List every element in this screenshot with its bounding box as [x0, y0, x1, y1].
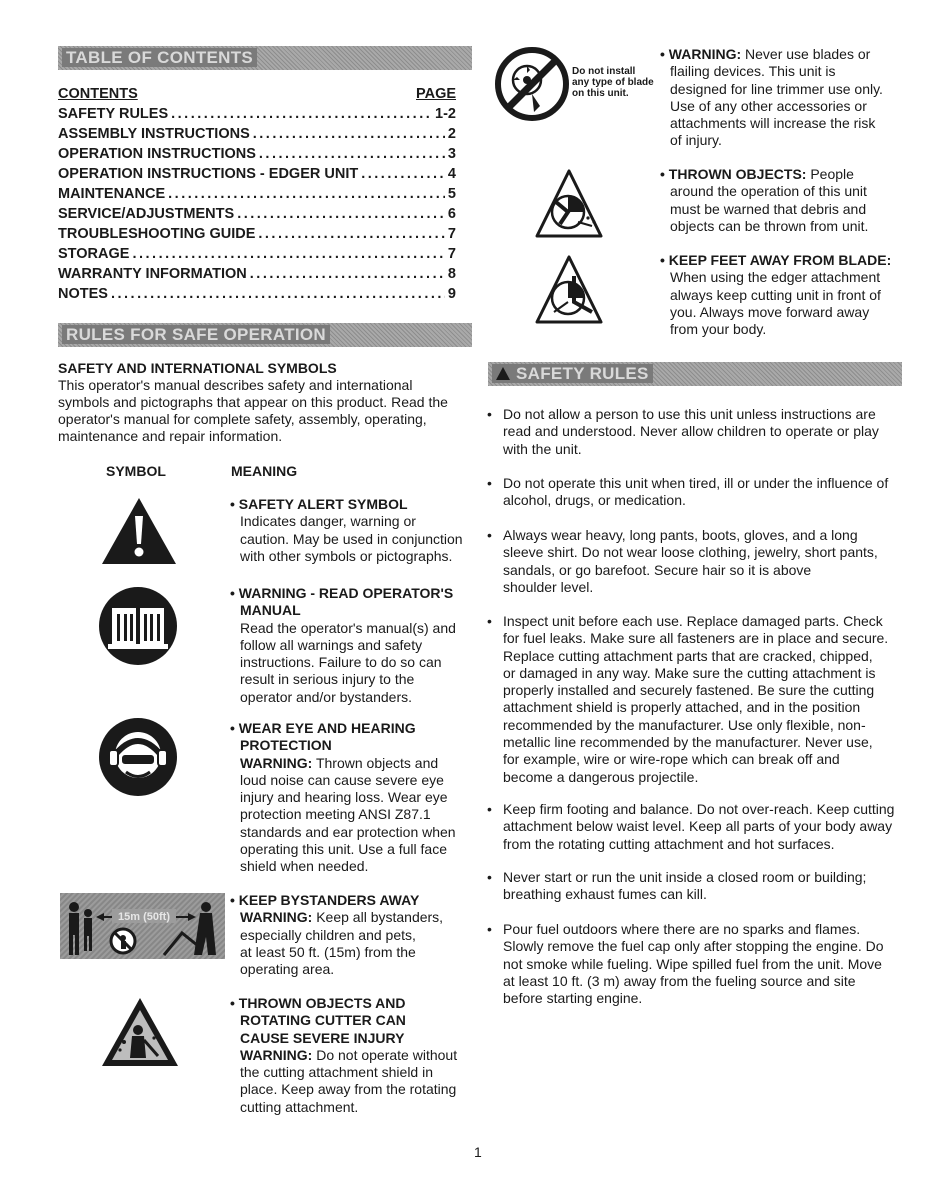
alert-triangle-icon [496, 367, 510, 380]
symbol-description-text: operator and/or bystanders. [240, 688, 412, 705]
symbol-description-line [230, 824, 475, 841]
symbol-description-text: protection meeting ANSI Z87.1 [240, 806, 431, 823]
toc-leader-dots [259, 144, 445, 164]
intro-line: This operator's manual describes safety and international [58, 377, 413, 393]
symbol-description-text: loud noise can cause severe eye [240, 771, 444, 788]
symbol-meaning [230, 585, 475, 706]
symbol-title: • THROWN OBJECTS AND [230, 995, 406, 1011]
safety-rule-text [503, 869, 907, 904]
safety-rule-line: Never start or run the unit inside a closed room or building; [503, 869, 867, 885]
symbol-description-text: Thrown objects and [312, 754, 439, 771]
symbol-description-text: operating area. [240, 961, 335, 978]
symbol-description-text: from your body. [670, 321, 767, 338]
symbol-description-text: place. Keep away from the rotating [240, 1081, 457, 1098]
symbol-description-line [660, 63, 910, 80]
symbol-description-line [660, 166, 910, 183]
safety-rule-item [487, 869, 907, 904]
caption-line: Do not install [572, 66, 636, 77]
toc-contents-header: CONTENTS [58, 86, 138, 102]
symbol-description-line [230, 772, 475, 789]
safety-rule-text [503, 527, 907, 596]
symbol-description-line [660, 46, 910, 63]
symbol-description-text: flailing devices. This unit is [670, 63, 836, 80]
safety-rule-item [487, 475, 907, 510]
toc-page-header: PAGE [416, 86, 457, 102]
toc-entry [58, 124, 456, 144]
symbol-description-line [230, 513, 475, 530]
symbol-meaning [230, 892, 475, 978]
symbol-description-text: cutting attachment. [240, 1098, 359, 1115]
symbol-description-line [230, 1081, 475, 1098]
symbol-description-line [230, 671, 475, 688]
symbol-description-text: of injury. [670, 132, 722, 149]
symbol-description-text: always keep cutting unit in front of [670, 286, 881, 303]
safety-rule-line: metallic line recommended by the manufacturer. Never use, [503, 734, 873, 751]
eye-hearing-protection-icon [98, 717, 178, 797]
symbol-title: • WEAR EYE AND HEARING [230, 720, 416, 736]
symbol-description-line [230, 620, 475, 637]
symbol-description-text: at least 50 ft. (15m) from the [240, 943, 416, 960]
symbol-description-line [230, 637, 475, 654]
toc-entry-title: SAFETY RULES [58, 106, 169, 122]
toc-entry-page: 2 [447, 126, 456, 142]
safety-rule-line: attachment shield is properly attached, and in the position [503, 699, 861, 716]
symbol-description-line [660, 201, 910, 218]
toc-entry [58, 104, 456, 124]
symbol-meaning [230, 995, 475, 1116]
symbol-description-line [660, 218, 910, 235]
right-symbol-meaning [660, 252, 910, 338]
symbol-description-line [230, 1064, 475, 1081]
symbol-title: CAUSE SEVERE INJURY [240, 1029, 405, 1046]
symbol-description-line [660, 132, 910, 149]
symbol-description-text: with other symbols or pictographs. [240, 547, 453, 564]
safety-rules-banner [488, 362, 902, 386]
symbol-description-text: Keep all bystanders, [312, 909, 444, 926]
bullet-icon: • [487, 921, 492, 937]
safety-rule-text [503, 801, 907, 853]
safety-rule-text [503, 475, 907, 510]
symbol-description-text: around the operation of this unit [670, 183, 867, 200]
symbol-description-text: must be warned that debris and [670, 200, 867, 217]
rules-banner-text: RULES FOR SAFE OPERATION [62, 325, 330, 344]
symbol-description-line [660, 81, 910, 98]
symbol-description-text: Do not operate without [312, 1046, 458, 1063]
symbol-description-line [230, 1047, 475, 1064]
toc-leader-dots [253, 124, 445, 144]
symbol-description-line [230, 548, 475, 565]
toc-entry-title: OPERATION INSTRUCTIONS [58, 146, 256, 162]
toc-entry-page: 9 [447, 286, 456, 302]
keep-feet-away-icon [534, 254, 604, 326]
safety-rule-line: Do not operate this unit when tired, ill or under the influence of [503, 475, 889, 491]
symbol-description-text: objects can be thrown from unit. [670, 217, 869, 234]
safety-rule-line: read and understood. Never allow children to operate or play [503, 423, 879, 440]
symbol-title: • SAFETY ALERT SYMBOL [230, 496, 408, 512]
symbol-description-text: caution. May be used in conjunction [240, 530, 463, 547]
symbol-description-text: injury and hearing loss. Wear eye [240, 789, 448, 806]
toc-entry [58, 244, 456, 264]
symbol-description-text: standards and ear protection when [240, 823, 456, 840]
toc-entry-title: ASSEMBLY INSTRUCTIONS [58, 126, 250, 142]
toc-entry-page: 5 [447, 186, 456, 202]
safety-rule-item [487, 406, 907, 458]
symbol-description-line [660, 252, 910, 269]
toc-entry-title: NOTES [58, 286, 108, 302]
symbol-meaning [230, 496, 475, 565]
toc-banner [58, 46, 472, 70]
symbol-description-line [230, 755, 475, 772]
toc-leader-dots [111, 284, 445, 304]
toc-entry [58, 224, 456, 244]
safety-rule-item [487, 527, 907, 596]
safety-rules-banner-text [492, 364, 653, 383]
symbol-description-text: you. Always move forward away [670, 303, 870, 320]
toc-entry [58, 204, 456, 224]
symbol-description-text: Read the operator's manual(s) and [240, 619, 456, 636]
symbol-description-text: follow all warnings and safety [240, 636, 423, 653]
safety-rule-line: attachment below waist level. Keep all parts of your body away [503, 818, 893, 835]
symbol-title: PROTECTION [240, 737, 332, 754]
toc-entry-title: TROUBLESHOOTING GUIDE [58, 226, 256, 242]
bullet-icon: • [487, 475, 492, 491]
rules-banner [58, 323, 472, 347]
symbol-description-line [230, 806, 475, 823]
safety-rule-line: at least 10 ft. (3 m) away from the fueling source and site [503, 972, 856, 989]
intro-line: maintenance and repair information. [58, 428, 283, 444]
safety-rule-text [503, 406, 907, 458]
safety-rule-line: properly installed and securely fastened. Be sure the cutting [503, 682, 875, 699]
safety-rule-line: breathing exhaust fumes can kill. [503, 886, 707, 903]
symbol-description-text: the cutting attachment shield in [240, 1064, 434, 1081]
safety-rule-line: Always wear heavy, long pants, boots, gloves, and a long [503, 527, 858, 543]
keep-bystanders-away-icon [60, 893, 225, 959]
symbol-description-text: shield when needed. [240, 858, 369, 875]
intro-line: symbols and pictographs that appear on this product. Read the [58, 394, 448, 410]
page-number: 1 [474, 1144, 482, 1160]
safety-rule-line: from the rotating cutting attachment and hot surfaces. [503, 835, 835, 852]
safety-rule-line: for fuel leaks. Make sure all fasteners are in place and secure. [503, 630, 889, 647]
right-symbol-meaning [660, 46, 910, 150]
toc-entry-page: 7 [447, 246, 456, 262]
meaning-column-header: MEANING [231, 463, 298, 479]
symbol-description-text: attachments will increase the risk [670, 115, 876, 132]
symbol-description-line [660, 183, 910, 200]
symbol-description-line [230, 927, 475, 944]
symbol-description-line [230, 531, 475, 548]
right-symbol-meaning [660, 166, 910, 235]
symbol-column-header: SYMBOL [106, 463, 166, 479]
safety-rule-line: Keep firm footing and balance. Do not over-reach. Keep cutting [503, 801, 895, 817]
symbol-description-text: Use of any other accessories or [670, 97, 867, 114]
symbol-description-line [230, 689, 475, 706]
safety-rule-line: become a dangerous projectile. [503, 768, 699, 785]
caption-line: on this unit. [572, 88, 629, 99]
warning-label: • WARNING: [660, 46, 742, 62]
thrown-objects-icon [534, 168, 604, 240]
toc-entry-page: 7 [447, 226, 456, 242]
bullet-icon: • [487, 613, 492, 629]
toc-leader-dots [237, 204, 445, 224]
toc-leader-dots [361, 164, 445, 184]
toc-leader-dots [132, 244, 444, 264]
safety-rule-line: Slowly remove the fuel cap only after stopping the engine. Do [503, 938, 884, 955]
bullet-icon: • [487, 869, 492, 885]
bullet-icon: • [487, 406, 492, 422]
no-blade-icon [494, 46, 570, 122]
toc-leader-dots [168, 184, 445, 204]
safety-rule-line: before starting engine. [503, 990, 643, 1007]
toc-entry-page: 4 [447, 166, 456, 182]
warning-label: WARNING: [240, 754, 313, 771]
symbol-description-line [230, 1099, 475, 1116]
symbol-description-line [230, 654, 475, 671]
symbol-description-line [660, 98, 910, 115]
symbol-description-line [660, 269, 910, 286]
safety-rule-line: Pour fuel outdoors where there are no sparks and flames. [503, 921, 861, 937]
safety-rule-line: for example, wire or wire-rope which can break off and [503, 751, 840, 768]
toc-entry [58, 284, 456, 304]
toc-entry-title: WARRANTY INFORMATION [58, 266, 247, 282]
toc-entry-title: OPERATION INSTRUCTIONS - EDGER UNIT [58, 166, 359, 182]
safety-rule-line: with the unit. [503, 440, 582, 457]
symbol-description-text: People [806, 166, 854, 182]
symbol-description-line [230, 858, 475, 875]
symbol-description-text: especially children and pets, [240, 926, 416, 943]
symbol-description-text: instructions. Failure to do so can [240, 654, 442, 671]
symbol-description-line [230, 909, 475, 926]
toc-entry-page: 3 [447, 146, 456, 162]
safety-rule-line: not smoke while fueling. Wipe spilled fuel from the unit. Move [503, 955, 882, 972]
safety-alert-icon [100, 496, 178, 566]
symbol-description-text: result in serious injury to the [240, 671, 415, 688]
toc-entry-page: 1-2 [435, 106, 456, 122]
safety-rule-line: Inspect unit before each use. Replace damaged parts. Check [503, 613, 883, 629]
symbol-title: • WARNING - READ OPERATOR'S [230, 585, 454, 601]
safety-rule-text [503, 921, 907, 1007]
bystander-distance-label: 15m (50ft) [118, 911, 170, 923]
safety-rule-item [487, 613, 907, 786]
symbol-description-text: designed for line trimmer use only. [670, 80, 883, 97]
symbol-description-text: Never use blades or [741, 46, 871, 62]
no-blade-caption [572, 66, 654, 99]
safety-rule-line: sleeve shirt. Do not wear loose clothing, jewelry, short pants, [503, 544, 878, 561]
symbol-description-text: Indicates danger, warning or [240, 513, 416, 530]
safety-rules-title: SAFETY RULES [516, 364, 649, 383]
symbol-description-text: When using the edger attachment [670, 269, 881, 286]
bullet-icon: • [487, 801, 492, 817]
safety-rule-line: recommended by the manufacturer. Use only flexible, non- [503, 716, 866, 733]
symbol-description-text: operating this unit. Use a full face [240, 841, 448, 858]
toc-entry [58, 184, 456, 204]
warning-label: WARNING: [240, 909, 313, 926]
symbol-description-line [660, 304, 910, 321]
symbols-heading: SAFETY AND INTERNATIONAL SYMBOLS [58, 360, 337, 376]
safety-rule-text [503, 613, 907, 786]
safety-rule-line: alcohol, drugs, or medication. [503, 492, 686, 509]
toc-entry-title: SERVICE/ADJUSTMENTS [58, 206, 235, 222]
warning-label: • THROWN OBJECTS: [660, 166, 807, 182]
toc-entry-title: MAINTENANCE [58, 186, 166, 202]
safety-rule-line: Replace cutting attachment parts that are cracked, chipped, [503, 647, 873, 664]
symbol-description-line [660, 287, 910, 304]
toc-entry [58, 264, 456, 284]
safety-rule-item [487, 921, 907, 1008]
toc-banner-text: TABLE OF CONTENTS [62, 48, 257, 67]
symbol-description-line [230, 789, 475, 806]
warning-label: • KEEP FEET AWAY FROM BLADE: [660, 252, 892, 268]
symbol-description-line [230, 944, 475, 961]
safety-rule-line: shoulder level. [503, 578, 594, 595]
toc-leader-dots [171, 104, 432, 124]
symbol-description-line [660, 321, 910, 338]
read-manual-icon [98, 586, 178, 666]
symbol-description-line [660, 115, 910, 132]
thrown-objects-triangle-icon [100, 996, 180, 1068]
symbol-description-line [230, 841, 475, 858]
symbol-description-line [230, 961, 475, 978]
toc-entry-page: 8 [447, 266, 456, 282]
bullet-icon: • [487, 527, 492, 543]
symbols-intro [58, 377, 468, 445]
safety-rule-line: Do not allow a person to use this unit unless instructions are [503, 406, 876, 422]
toc-leader-dots [250, 264, 445, 284]
safety-rule-line: sandals, or go barefoot. Secure hair so it is above [503, 561, 812, 578]
toc-leader-dots [258, 224, 445, 244]
toc-entry-title: STORAGE [58, 246, 130, 262]
toc-entry [58, 144, 456, 164]
symbol-title: ROTATING CUTTER CAN [240, 1012, 406, 1029]
safety-rule-line: or damaged in any way. Make sure the cutting attachment is [503, 664, 876, 681]
symbol-title: MANUAL [240, 602, 301, 619]
symbol-title: • KEEP BYSTANDERS AWAY [230, 892, 420, 908]
symbol-meaning [230, 720, 475, 876]
toc-entry [58, 164, 456, 184]
warning-label: WARNING: [240, 1046, 313, 1063]
intro-line: operator's manual for complete safety, assembly, operating, [58, 411, 427, 427]
toc-entry-page: 6 [447, 206, 456, 222]
caption-line: any type of blade [572, 77, 654, 88]
safety-rule-item [487, 801, 907, 853]
